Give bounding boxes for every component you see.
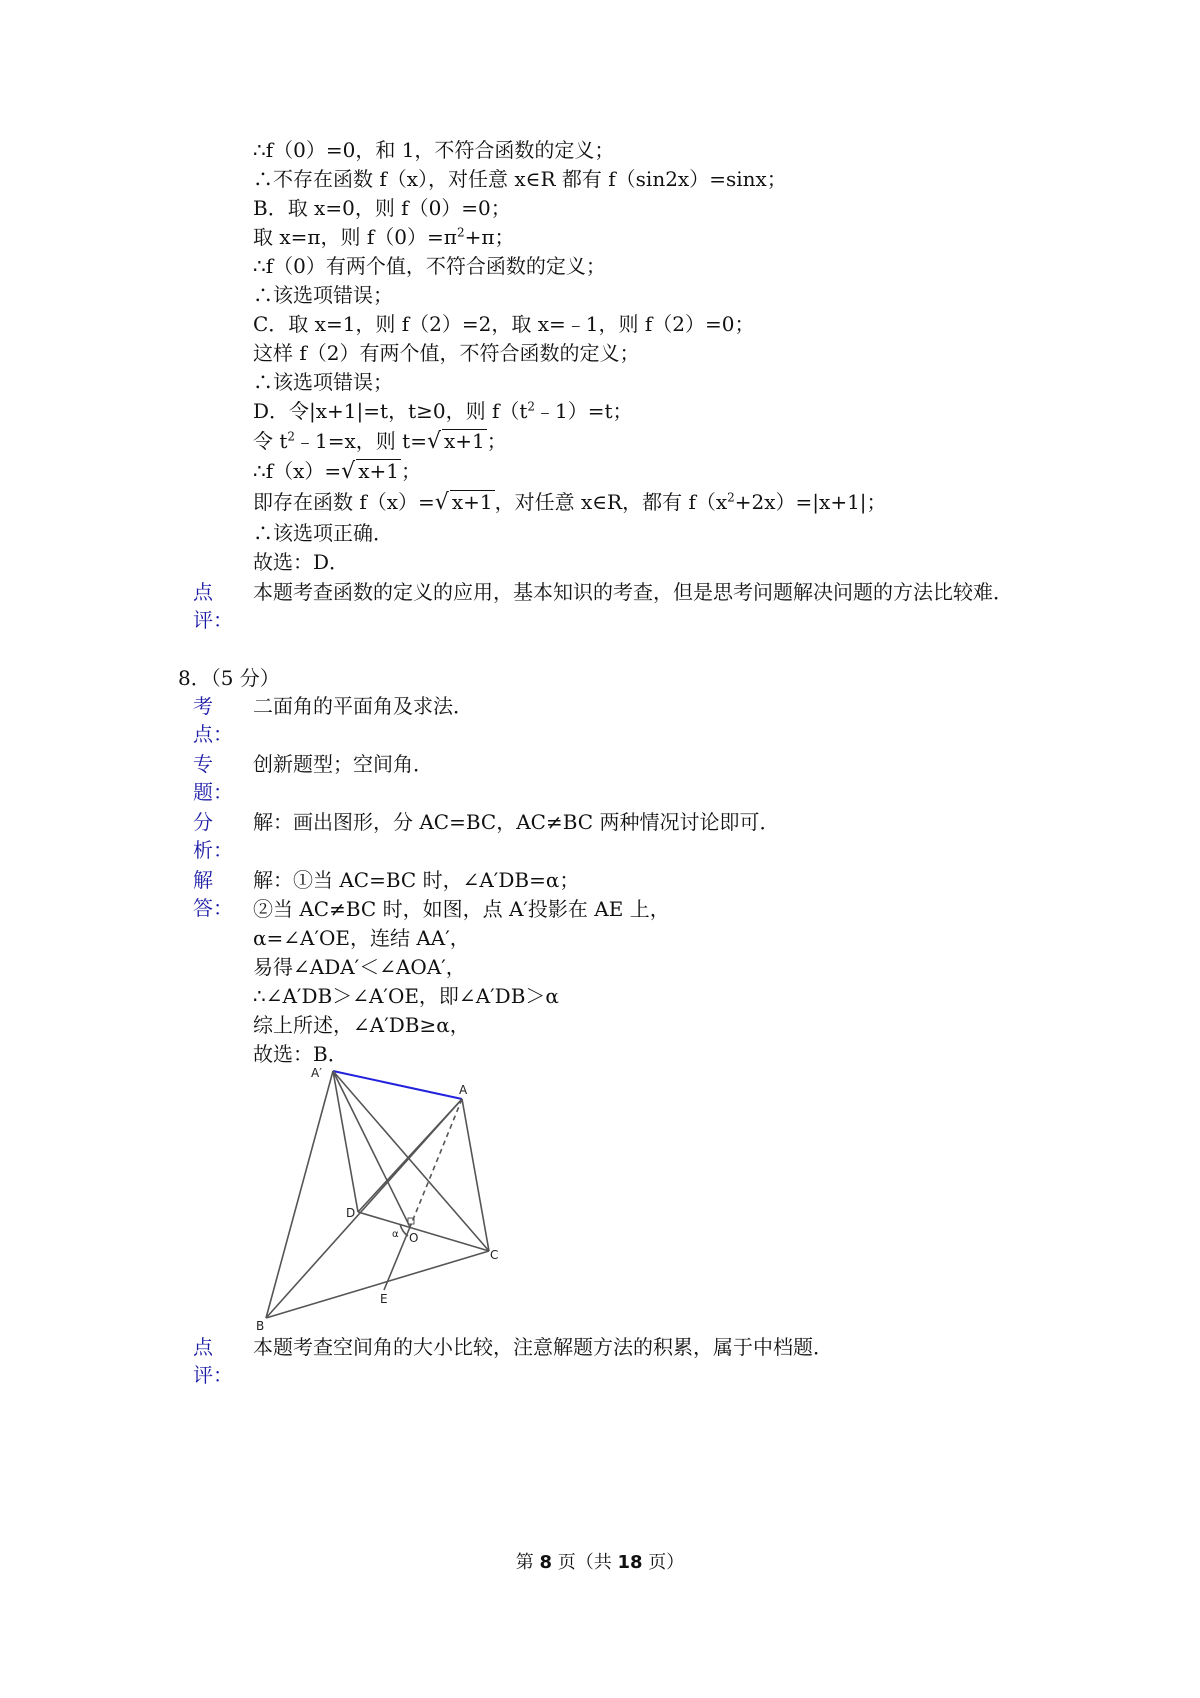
label-alpha: α	[392, 1229, 399, 1240]
text-segment: ﹣1）=t；	[535, 399, 633, 423]
edge-aa-prime	[333, 1071, 462, 1099]
label-o: O	[409, 1231, 419, 1245]
zhuanti-label: 专	[193, 752, 213, 776]
kaodian-label: 考	[193, 694, 213, 718]
text-segment: ∴f（x）=	[253, 459, 342, 483]
zhuanti-text: 创新题型；空间角．	[253, 752, 433, 776]
edge-a-c	[462, 1099, 489, 1251]
text-segment: ﹣1=x，则 t=	[295, 429, 427, 453]
superscript: 2	[527, 399, 536, 414]
jieda-line: 综上所述，∠A′DB≥α，	[253, 1013, 470, 1037]
jieda-line: ∴∠A′DB＞∠A′OE，即∠A′DB＞α	[253, 984, 559, 1008]
footer-text: 页）	[642, 1552, 685, 1573]
text-segment: 令 t	[253, 429, 288, 453]
text-segment: +2x）=|x+1|；	[734, 490, 887, 514]
text-segment: ；	[400, 459, 421, 483]
label-e: E	[380, 1292, 388, 1306]
question-header: 8．（5 分）	[178, 666, 280, 690]
zhuanti-label: 题：	[193, 780, 233, 804]
dianping-text: 本题考查空间角的大小比较，注意解题方法的积累，属于中档题．	[253, 1335, 833, 1359]
edge-a-o-dashed	[410, 1099, 462, 1227]
sqrt-sign: √	[434, 490, 449, 515]
jieda-line: 易得∠ADA′＜∠AOA′，	[253, 955, 466, 979]
comment-label: 点	[193, 580, 213, 604]
kaodian-text: 二面角的平面角及求法．	[253, 694, 473, 718]
label-d: D	[346, 1206, 356, 1220]
footer-text: 页（共	[552, 1552, 618, 1573]
jieda-line: 故选：B．	[253, 1042, 348, 1066]
radicand: x+1	[451, 490, 493, 514]
jieda-label: 解	[193, 868, 213, 892]
page-footer	[0, 1548, 1200, 1574]
comment-label: 评：	[193, 608, 233, 632]
sqrt-sign: √	[426, 429, 441, 454]
solution-line: ∴该选项正确．	[253, 521, 393, 545]
fenxi-label: 分	[193, 810, 213, 834]
label-c: C	[490, 1248, 499, 1262]
total-pages: 18	[617, 1552, 643, 1573]
solution-line: ∴该选项错误；	[253, 283, 393, 307]
superscript: 2	[287, 429, 296, 444]
label-b: B	[256, 1319, 265, 1333]
text-segment: 即存在函数 f（x）=	[253, 490, 435, 514]
fenxi-label: 析：	[193, 838, 233, 862]
solution-line: 故选：D．	[253, 550, 350, 574]
text-segment: ，对任意 x∈R，都有 f（x	[494, 490, 728, 514]
superscript: 2	[456, 225, 465, 240]
text-segment: +π；	[464, 225, 515, 249]
solution-line: ∴f（0）有两个值，不符合函数的定义；	[253, 254, 606, 278]
radicand: x+1	[444, 429, 485, 453]
solution-line: C．取 x=1，则 f（2）=2，取 x=﹣1，则 f（2）=0；	[253, 312, 755, 336]
comment-text: 本题考查函数的定义的应用，基本知识的考查，但是思考问题解决问题的方法比较难．	[253, 580, 1013, 604]
footer-text: 第	[515, 1552, 540, 1573]
jieda-line: 解：①当 AC=BC 时，∠A′DB=α；	[253, 868, 580, 892]
solution-line: ∴f（0）=0，和 1，不符合函数的定义；	[253, 138, 615, 162]
edge-a-prime-d	[333, 1071, 358, 1212]
jieda-line: ②当 AC≠BC 时，如图，点 A′投影在 AE 上，	[253, 897, 670, 921]
text-segment: ；	[486, 429, 507, 453]
dianping-label: 点	[193, 1335, 213, 1359]
page-number: 8	[539, 1552, 552, 1573]
solution-line: ∴不存在函数 f（x），对任意 x∈R 都有 f（sin2x）=sinx；	[253, 167, 787, 191]
solution-line: ∴该选项错误；	[253, 370, 393, 394]
edge-a-prime-o	[333, 1071, 410, 1227]
edge-d-c	[358, 1212, 489, 1251]
sqrt-sign: √	[341, 459, 356, 484]
solution-line: B．取 x=0，则 f（0）=0；	[253, 196, 511, 220]
jieda-line: α=∠A′OE，连结 AA′，	[253, 926, 470, 950]
dianping-label: 评：	[193, 1363, 233, 1387]
solution-line: 这样 f（2）有两个值，不符合函数的定义；	[253, 341, 640, 365]
fenxi-text: 解：画出图形，分 AC=BC，AC≠BC 两种情况讨论即可．	[253, 810, 780, 834]
jieda-label: 答：	[193, 896, 233, 920]
label-a: A	[459, 1083, 468, 1097]
radicand: x+1	[358, 459, 399, 483]
kaodian-label: 点：	[193, 722, 233, 746]
text-segment: D．令|x+1|=t，t≥0，则 f（t	[253, 399, 528, 423]
label-a-prime: A′	[311, 1066, 322, 1080]
superscript: 2	[727, 490, 735, 505]
text-segment: 取 x=π，则 f（0）=π	[253, 225, 457, 249]
edge-b-c	[266, 1251, 489, 1318]
